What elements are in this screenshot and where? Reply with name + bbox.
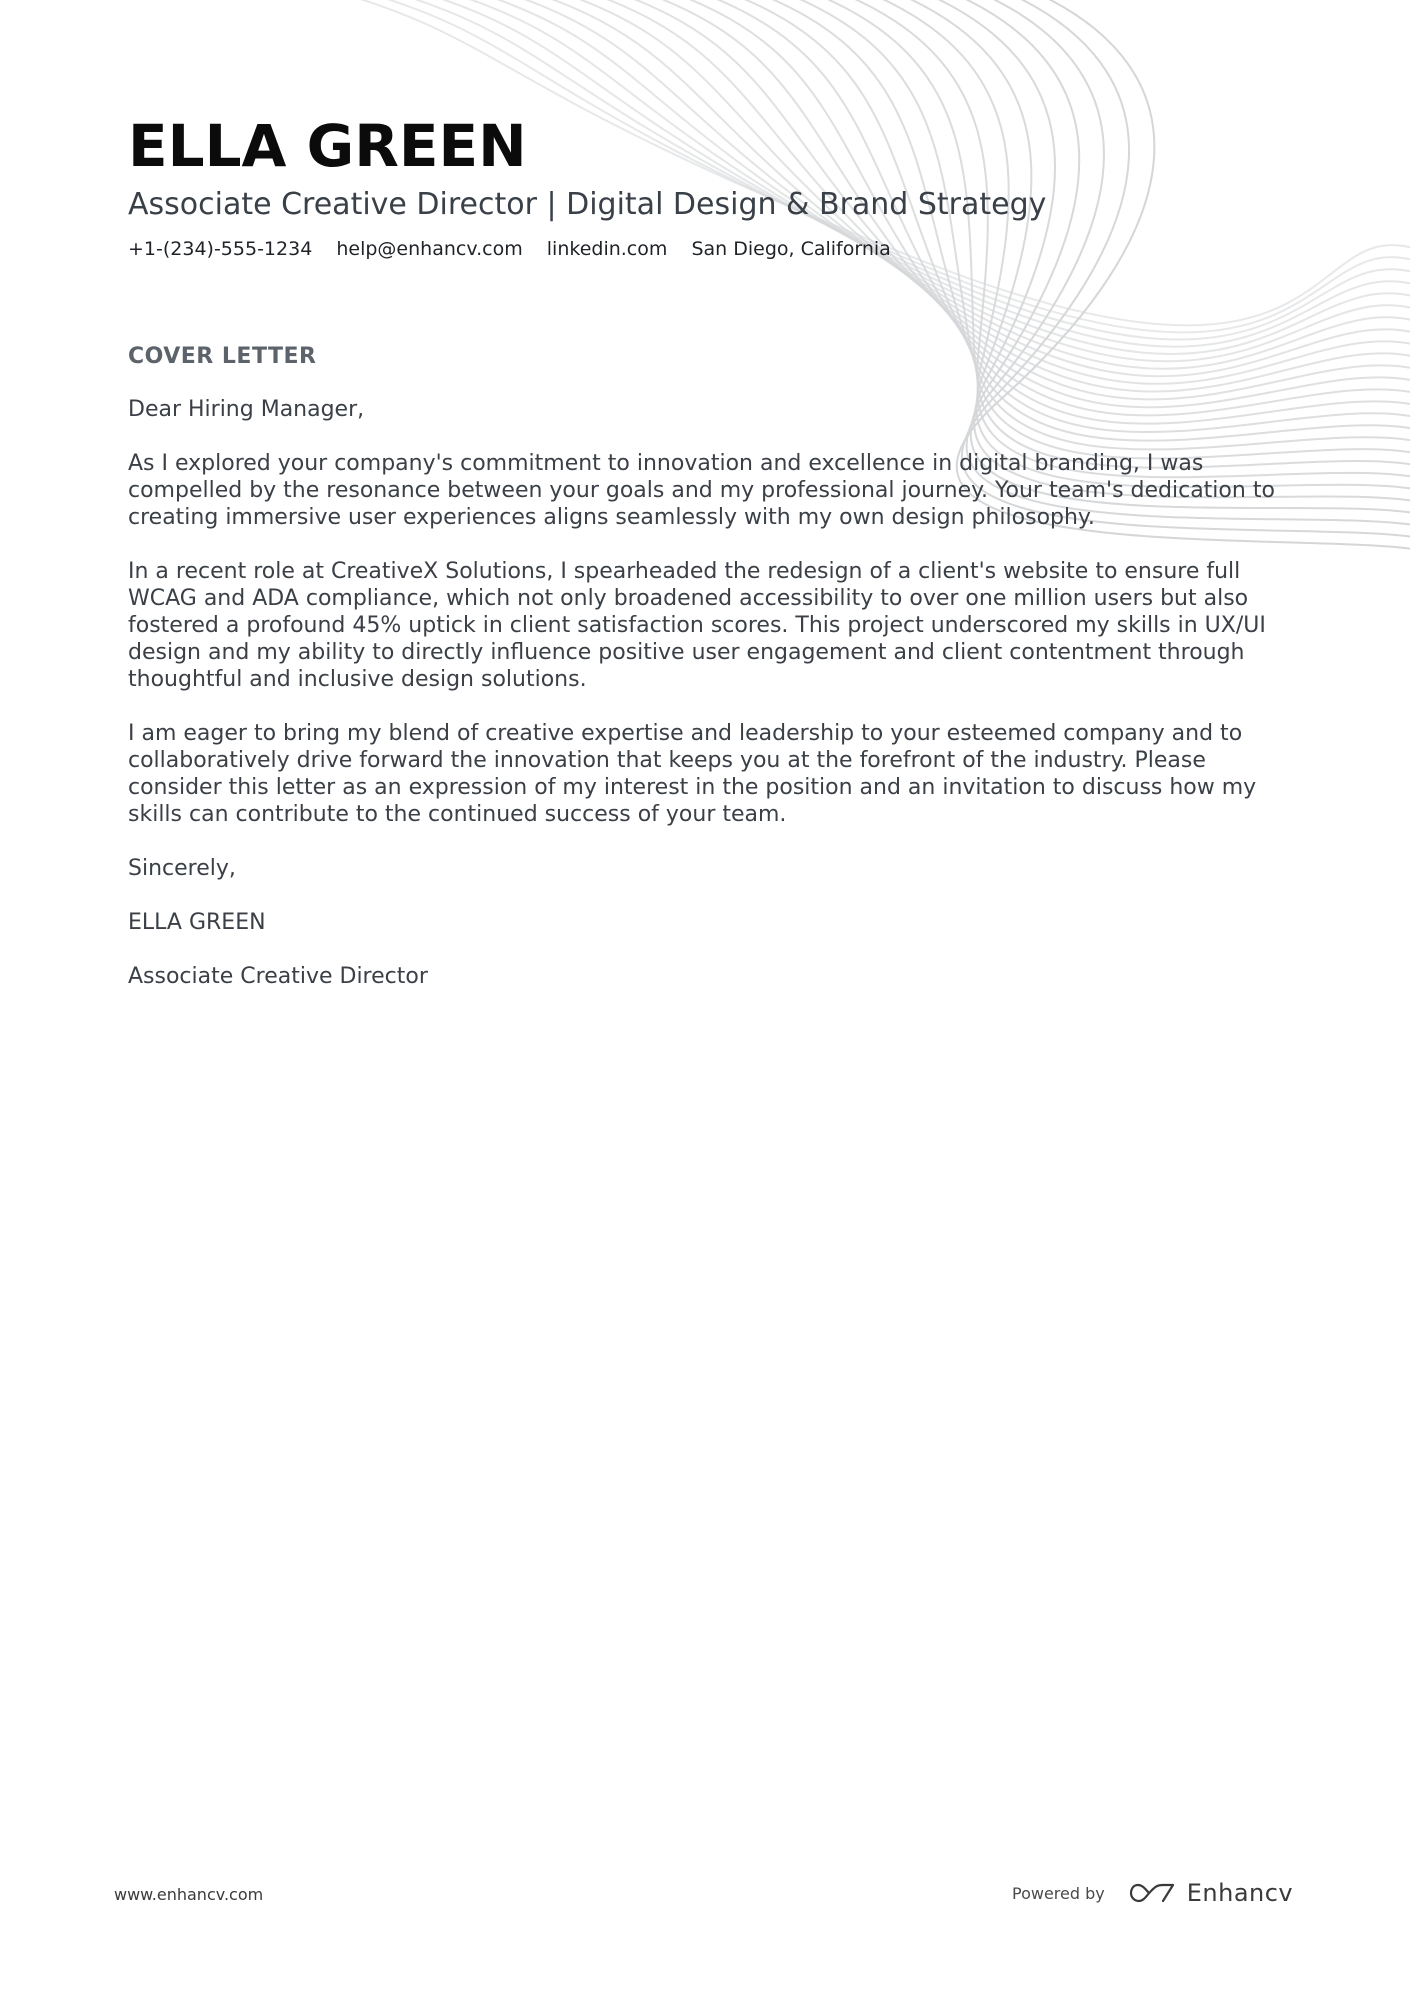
brand-logo	[1129, 1879, 1293, 1907]
candidate-title: Associate Creative Director | Digital Design & Brand Strategy	[128, 187, 1047, 222]
cover-letter-body	[128, 340, 1278, 990]
enhancv-logo-icon	[1129, 1881, 1175, 1905]
brand-name: Enhancv	[1186, 1879, 1294, 1907]
contact-phone: +1-(234)-555-1234	[128, 238, 313, 260]
contact-linkedin: linkedin.com	[546, 238, 668, 260]
letter-greeting: Dear Hiring Manager,	[128, 397, 365, 422]
letter-paragraph-1: As I explored your company's commitment to innovation and excellence in digital branding, I was compelled by the resonance between your goals and my professional journey. Your team's dedication to creating immersive user experiences aligns seamlessly with my own design philosophy.	[128, 451, 1275, 530]
contact-location: San Diego, California	[691, 238, 891, 260]
footer-branding	[1012, 1878, 1293, 1908]
letter-closing: Sincerely,	[128, 856, 236, 881]
powered-by-label: Powered by	[1012, 1883, 1105, 1903]
letter-paragraph-3: I am eager to bring my blend of creative expertise and leadership to your esteemed company and to collaboratively drive forward the innovation that keeps you at the forefront of the industry. Please consider this letter as an expression of my interest in the position and an invitation to discuss how my skills can contribute to the continued success of your team.	[128, 721, 1257, 827]
signature-name: ELLA GREEN	[128, 910, 266, 935]
contact-info	[128, 236, 1228, 262]
resume-header	[128, 110, 1228, 262]
candidate-name: ELLA GREEN	[128, 112, 527, 180]
letter-paragraph-2: In a recent role at CreativeX Solutions, I spearheaded the redesign of a client's website to ensure full WCAG and ADA compliance, which not only broadened accessibility to over one million users but also fostered a profound 45% uptick in client satisfaction scores. This project underscored my skills in UX/UI design and my ability to directly influence positive user engagement and client contentment through thoughtful and inclusive design solutions.	[128, 559, 1266, 692]
footer-website: www.enhancv.com	[114, 1885, 264, 1904]
section-title: COVER LETTER	[128, 344, 317, 369]
contact-email: help@enhancv.com	[336, 238, 523, 260]
signature-title: Associate Creative Director	[128, 964, 428, 989]
